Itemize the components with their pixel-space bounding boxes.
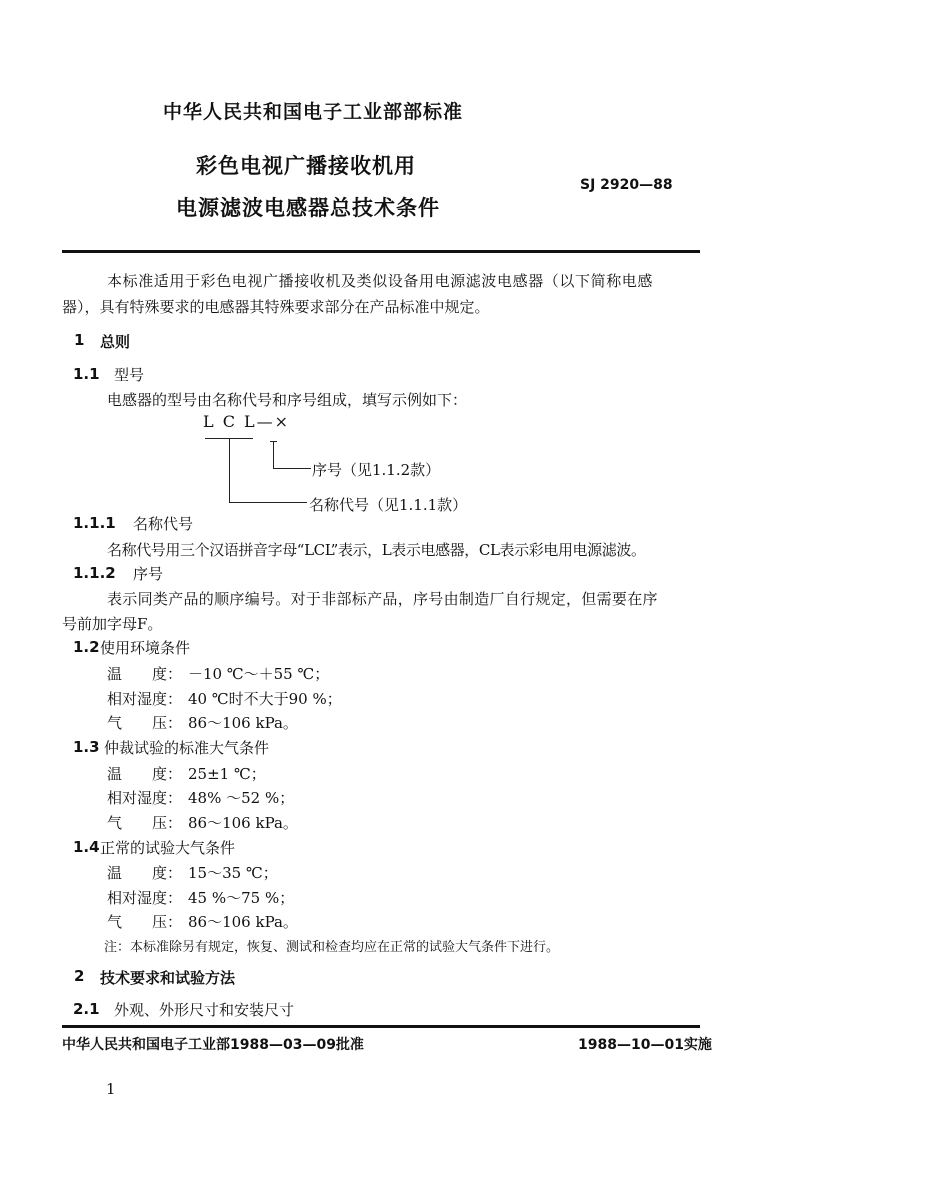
section-1-3-num: 1.3 — [73, 738, 100, 756]
arb-temp-value: 25±1 ℃； — [188, 765, 266, 783]
env-temp-label: 温 度： — [107, 665, 183, 683]
env-temp-value: －10 ℃～＋55 ℃； — [188, 665, 330, 683]
arb-temp-label: 温 度： — [107, 765, 183, 783]
arb-humidity-label: 相对湿度： — [107, 789, 183, 807]
section-1-2-title: 使用环境条件 — [100, 639, 191, 657]
section-1-1-2-text1: 表示同类产品的顺序编号。对于非部标产品，序号由制造厂自行规定，但需要在序 — [107, 590, 658, 608]
serial-label: 序号（见1.1.2款） — [312, 461, 441, 479]
section-1-1-title: 型号 — [114, 366, 145, 384]
section-1-1-2-num: 1.1.2 — [73, 564, 116, 582]
section-2-1-num: 2.1 — [73, 1000, 100, 1018]
section-1-1-1-num: 1.1.1 — [73, 514, 116, 532]
name-code-leader-horizontal — [229, 502, 307, 503]
standard-code: SJ 2920—88 — [580, 177, 673, 193]
section-1-4-title: 正常的试验大气条件 — [100, 839, 236, 857]
section-1-1-2-title: 序号 — [133, 565, 164, 583]
env-humidity-label: 相对湿度： — [107, 690, 183, 708]
section-1-2-num: 1.2 — [73, 638, 100, 656]
header-rule — [62, 250, 700, 253]
intro-line1: 本标准适用于彩色电视广播接收机及类似设备用电源滤波电感器（以下简称电感 — [107, 272, 654, 290]
normal-pressure-label: 气 压： — [107, 913, 183, 931]
serial-leader-vertical — [273, 441, 274, 468]
section-1-4-num: 1.4 — [73, 838, 100, 856]
section-1-1-num: 1.1 — [73, 365, 100, 383]
standard-org-title: 中华人民共和国电子工业部部标准 — [163, 101, 464, 123]
section-1-1-text: 电感器的型号由名称代号和序号组成，填写示例如下： — [107, 391, 468, 409]
arb-humidity-value: 48% ～52 %； — [188, 789, 295, 807]
intro-line2: 器），具有特殊要求的电感器其特殊要求部分在产品标准中规定。 — [62, 298, 490, 316]
approval-line: 中华人民共和国电子工业部1988—03—09批准 — [62, 1037, 364, 1053]
env-humidity-value: 40 ℃时不大于90 %； — [188, 690, 342, 708]
page-number: 1 — [106, 1080, 116, 1098]
env-pressure-label: 气 压： — [107, 714, 183, 732]
section-1-1-2-text2: 号前加字母F。 — [62, 615, 163, 633]
section-2-1-title: 外观、外形尺寸和安装尺寸 — [114, 1001, 295, 1019]
doc-title-line2: 电源滤波电感器总技术条件 — [176, 196, 440, 220]
effective-date: 1988—10—01实施 — [578, 1037, 712, 1053]
serial-leader-horizontal — [273, 468, 311, 469]
section-1-4-note: 注：本标准除另有规定，恢复、测试和检查均应在正常的试验大气条件下进行。 — [104, 940, 560, 955]
section-2-title: 技术要求和试验方法 — [100, 969, 236, 987]
arb-pressure-value: 86～106 kPa。 — [188, 814, 298, 832]
env-pressure-value: 86～106 kPa。 — [188, 714, 298, 732]
section-2-num: 2 — [74, 967, 85, 985]
name-code-label: 名称代号（见1.1.1款） — [309, 496, 468, 514]
normal-humidity-value: 45 %～75 %； — [188, 889, 295, 907]
normal-temp-value: 15～35 ℃； — [188, 864, 278, 882]
normal-pressure-value: 86～106 kPa。 — [188, 913, 298, 931]
section-1-3-title: 仲裁试验的标准大气条件 — [104, 739, 270, 757]
section-1-1-1-title: 名称代号 — [133, 515, 194, 533]
footer-rule — [62, 1025, 700, 1028]
normal-temp-label: 温 度： — [107, 864, 183, 882]
section-1-title: 总则 — [100, 333, 131, 351]
section-1-num: 1 — [74, 331, 85, 349]
name-code-leader-vertical — [229, 438, 230, 502]
section-1-1-1-text: 名称代号用三个汉语拼音字母“LCL”表示，L表示电感器，CL表示彩电用电源滤波。 — [107, 541, 646, 559]
arb-pressure-label: 气 压： — [107, 814, 183, 832]
doc-title-line1: 彩色电视广播接收机用 — [196, 154, 416, 178]
normal-humidity-label: 相对湿度： — [107, 889, 183, 907]
model-code-example: L C L—× — [203, 412, 291, 431]
